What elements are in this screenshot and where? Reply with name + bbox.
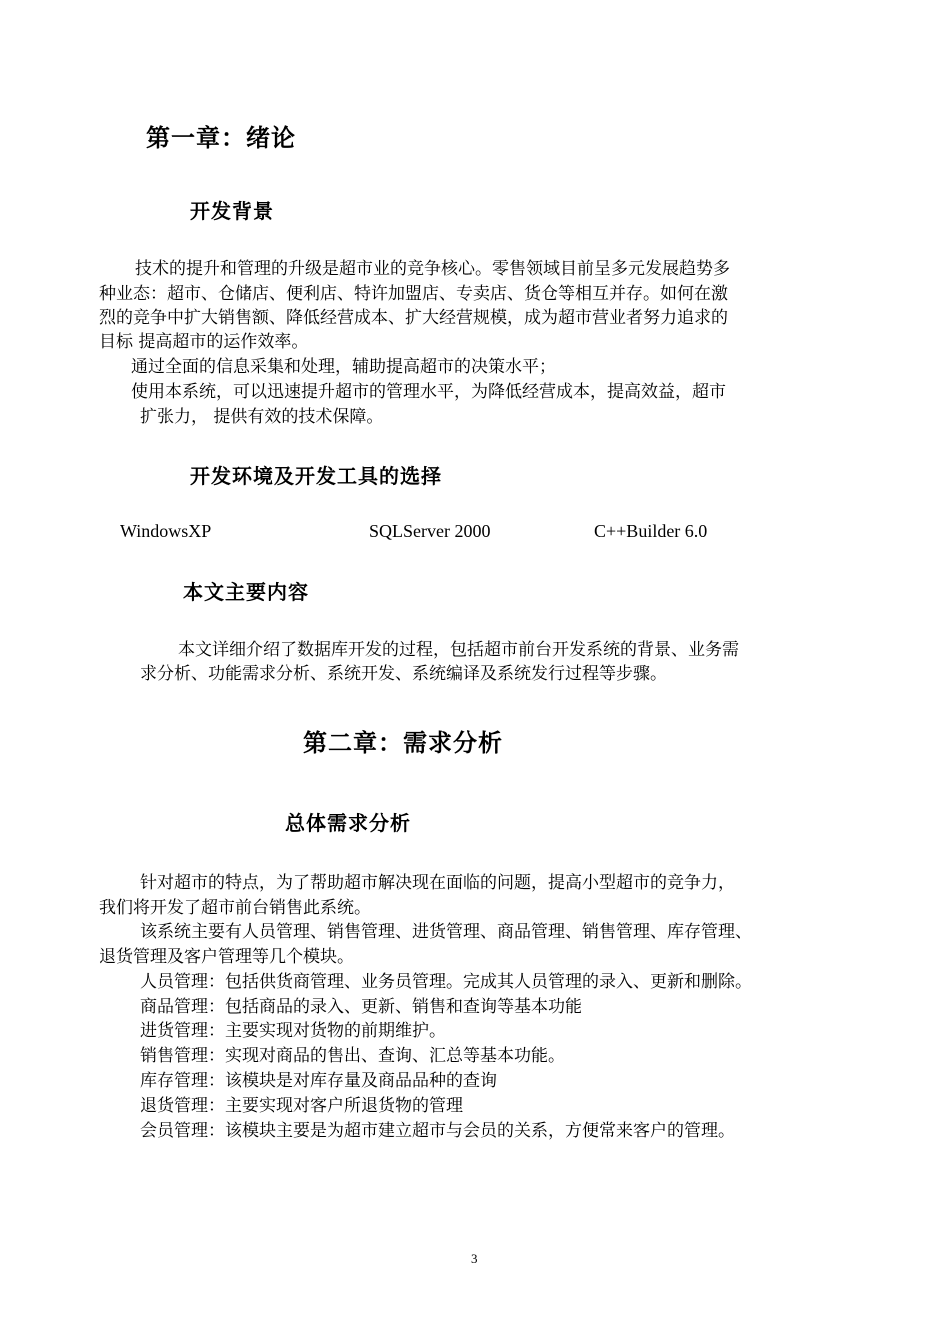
section-content-title: 本文主要内容	[183, 580, 309, 604]
paragraph-line: 求分析、功能需求分析、系统开发、系统编译及系统发行过程等步骤。	[140, 664, 667, 684]
paragraph-line: 我们将开发了超市前台销售此系统。	[99, 898, 371, 918]
paragraph-line: 退货管理：主要实现对客户所退货物的管理	[140, 1096, 463, 1116]
paragraph-line: 通过全面的信息采集和处理，辅助提高超市的决策水平；	[131, 357, 556, 377]
paragraph-line: 针对超市的特点，为了帮助超市解决现在面临的问题，提高小型超市的竞争力，	[140, 873, 735, 893]
paragraph-line: 使用本系统，可以迅速提升超市的管理水平，为降低经营成本，提高效益，超市	[131, 382, 726, 402]
env-item-ide: C++Builder 6.0	[594, 521, 708, 541]
page-number: 3	[471, 1251, 478, 1266]
paragraph-line: 本文详细介绍了数据库开发的过程，包括超市前台开发系统的背景、业务需	[178, 640, 739, 660]
paragraph-line: 该系统主要有人员管理、销售管理、进货管理、商品管理、销售管理、库存管理、	[140, 922, 752, 942]
paragraph-line: 人员管理：包括供货商管理、业务员管理。完成其人员管理的录入、更新和删除。	[140, 972, 752, 992]
paragraph-line: 进货管理：主要实现对货物的前期维护。	[140, 1021, 446, 1041]
section-overall-title: 总体需求分析	[285, 811, 411, 835]
paragraph-line: 技术的提升和管理的升级是超市业的竞争核心。零售领域目前呈多元发展趋势多	[135, 259, 730, 279]
paragraph-line: 会员管理：该模块主要是为超市建立超市与会员的关系，方便常来客户的管理。	[140, 1121, 735, 1141]
section-background-title: 开发背景	[190, 199, 274, 223]
env-item-os: WindowsXP	[120, 521, 212, 541]
paragraph-line: 烈的竞争中扩大销售额、降低经营成本、扩大经营规模，成为超市营业者努力追求的	[99, 308, 728, 328]
paragraph-line: 目标 提高超市的运作效率。	[99, 332, 309, 352]
paragraph-line: 商品管理：包括商品的录入、更新、销售和查询等基本功能	[140, 997, 582, 1017]
paragraph-line: 销售管理：实现对商品的售出、查询、汇总等基本功能。	[140, 1046, 565, 1066]
chapter1-title: 第一章：绪论	[146, 124, 296, 152]
env-item-database: SQLServer 2000	[369, 521, 491, 541]
section-env-title: 开发环境及开发工具的选择	[190, 464, 442, 488]
paragraph-line: 扩张力， 提供有效的技术保障。	[140, 407, 384, 427]
paragraph-line: 库存管理：该模块是对库存量及商品品种的查询	[140, 1071, 497, 1091]
chapter2-title: 第二章：需求分析	[303, 729, 503, 757]
paragraph-line: 退货管理及客户管理等几个模块。	[99, 947, 354, 967]
paragraph-line: 种业态：超市、仓储店、便利店、特许加盟店、专卖店、货仓等相互并存。如何在激	[99, 284, 728, 304]
